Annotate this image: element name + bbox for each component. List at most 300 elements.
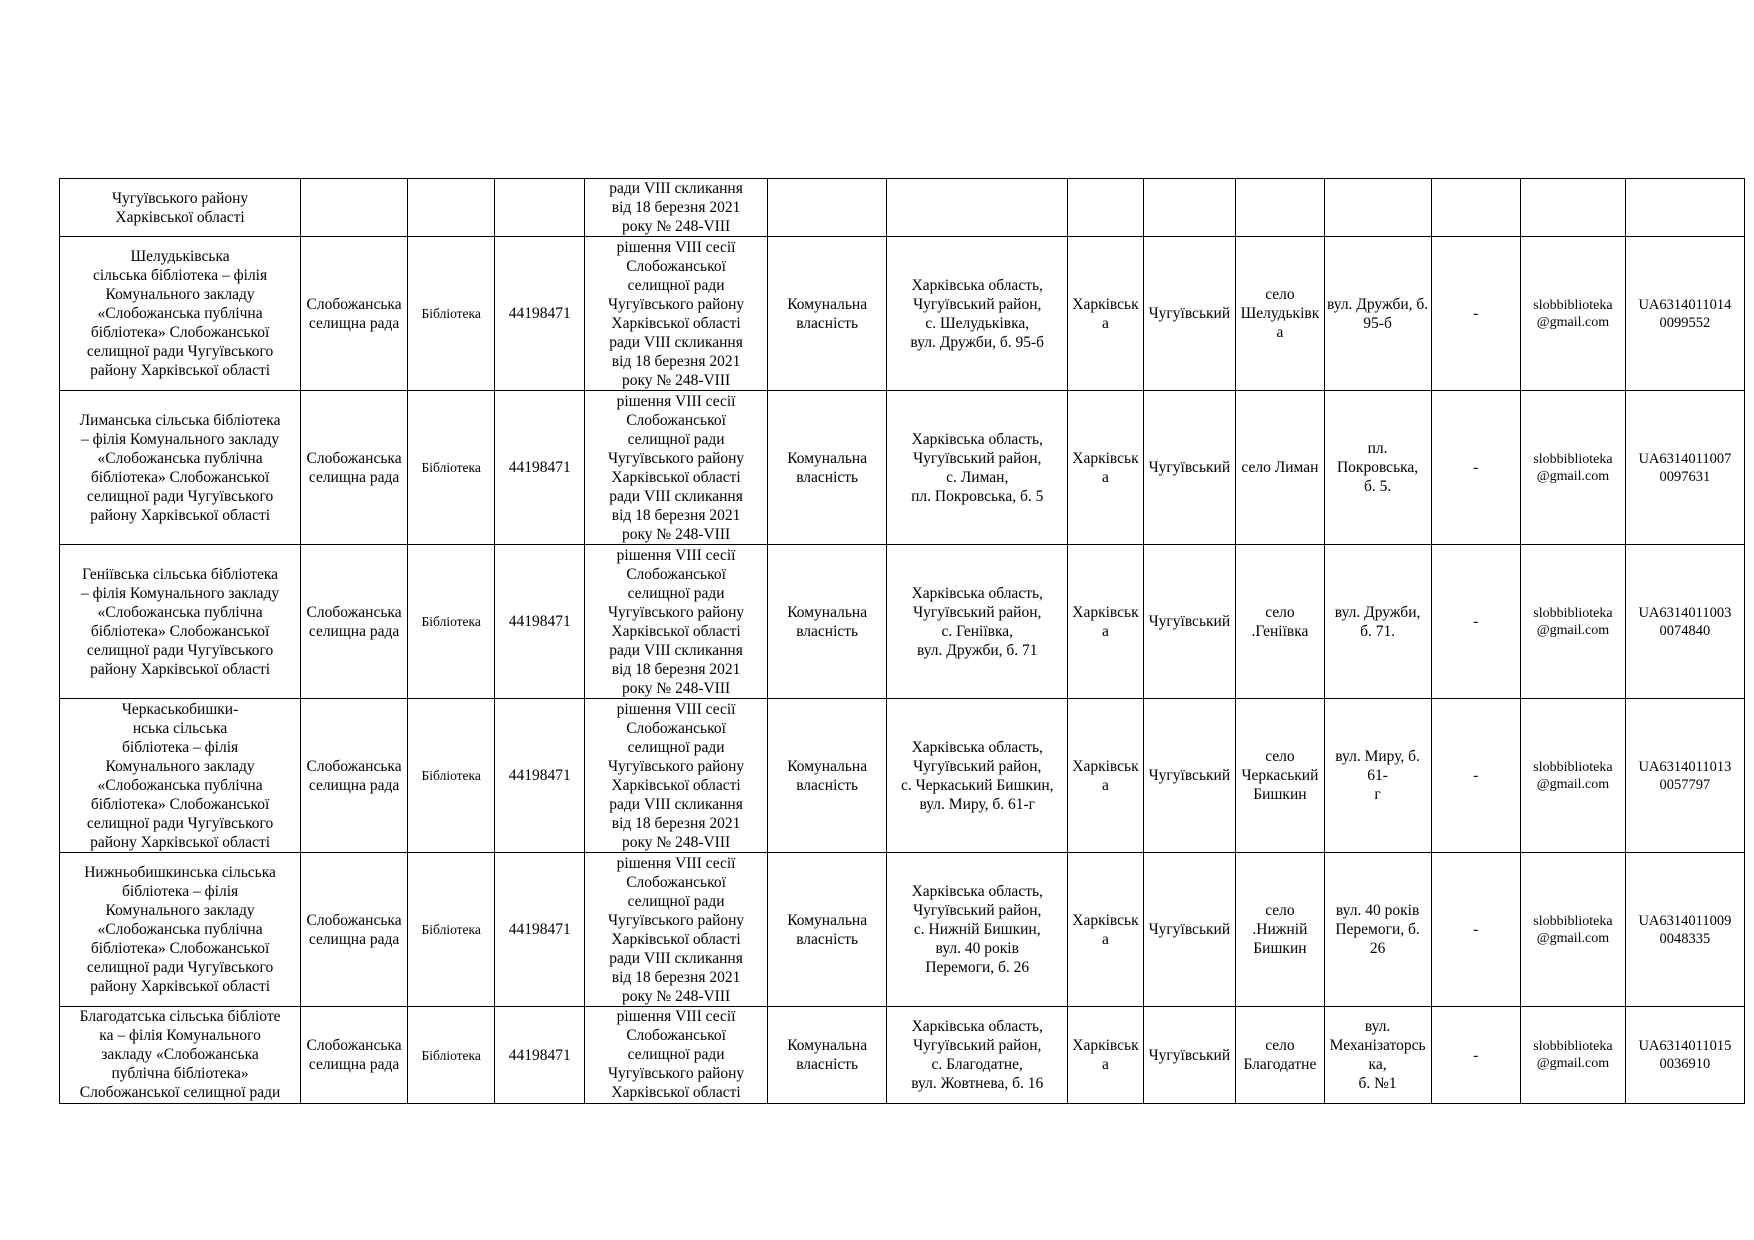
address-line: с. Шелудьківка, [925, 314, 1030, 332]
address-line: Харківська область, [911, 1018, 1043, 1035]
decision-line: ради VIII скликання [609, 180, 743, 197]
ownership-line: власність [796, 468, 859, 486]
cell-district [1143, 545, 1236, 699]
name-line: Слобожанської селищної ради [79, 1084, 281, 1101]
cell-district [1143, 1007, 1236, 1104]
katottg-line: 0074840 [1659, 622, 1711, 639]
settlement-line: село .Геніївка [1251, 603, 1309, 640]
cell-clip [62, 1007, 298, 1103]
decision-line: від 18 березня 2021 [611, 660, 741, 678]
cell-library-name [60, 237, 301, 391]
cell-type [407, 853, 495, 1007]
code-text: 44198471 [508, 305, 571, 322]
address-line: вул. 40 років [935, 940, 1019, 957]
settlement-line: село [1265, 1037, 1295, 1054]
name-line: бібліотека – філія [122, 883, 239, 900]
address-line: вул. Жовтнева, б. 16 [911, 1075, 1044, 1092]
name-line: району Харківської області [90, 362, 271, 379]
decision-line: року № 248-VIII [621, 679, 731, 697]
cell-dash [1431, 699, 1521, 853]
cell-library-name [60, 545, 301, 699]
cell-empty [301, 179, 408, 237]
founder-line: селищна рада [308, 314, 400, 332]
street-line: Перемоги, б. 26 [1335, 921, 1420, 957]
cell-email [1521, 1007, 1626, 1104]
founder-line: Слобожанська [306, 603, 402, 621]
name-line: Нижньобишкинська сільська [84, 864, 276, 881]
cell-empty [1521, 179, 1626, 237]
name-line: «Слобожанська публічна [97, 921, 263, 938]
cell-email [1521, 237, 1626, 391]
name-line: ка – філія Комунального [99, 1027, 261, 1044]
cell-katottg [1625, 699, 1744, 853]
address-line: Чугуївський район, [913, 449, 1042, 467]
cell-settlement [1236, 1007, 1325, 1104]
cell-empty [1625, 179, 1744, 237]
cell-decision [585, 391, 768, 545]
cell-clip [1146, 1007, 1234, 1103]
dash-text: - [1473, 613, 1479, 630]
name-line: району Харківської області [90, 978, 271, 995]
decision-line: року № 248-VIII [621, 371, 731, 389]
cell-dash [1431, 545, 1521, 699]
decision-line: Харківської області [611, 314, 741, 332]
katottg-line: UA6314011009 [1638, 912, 1732, 929]
cell-clip [303, 1007, 405, 1103]
name-line: селищної ради Чугуївського [86, 487, 274, 505]
cell-dash [1431, 853, 1521, 1007]
email-line: slobbiblioteka [1533, 297, 1613, 313]
founder-line: селищна рада [308, 622, 400, 640]
decision-line: Чугуївського району [607, 1065, 745, 1082]
founder-line: селищна рада [308, 776, 400, 794]
cell-type [407, 545, 495, 699]
cell-katottg [1625, 853, 1744, 1007]
cell-clip [770, 1007, 884, 1103]
address-line: с. Черкаський Бишкин, [900, 776, 1054, 794]
name-line: бібліотека» Слобожанської [90, 324, 270, 341]
name-line: селищної ради Чугуївського [86, 814, 274, 832]
name-line: Шелудьківська [130, 248, 230, 265]
street-line: вул. Дружби, б. [1326, 295, 1429, 313]
cell-email [1521, 699, 1626, 853]
street-line: г [1374, 786, 1381, 803]
table-row [60, 1007, 1745, 1104]
email-line: @gmail.com [1536, 468, 1610, 484]
cell-decision [585, 1007, 768, 1104]
cell-ownership [768, 1007, 887, 1104]
name-line: бібліотека» Слобожанської [90, 940, 270, 957]
founder-line: селищна рада [308, 1056, 400, 1073]
decision-line: ради VIII скликання [609, 949, 743, 967]
founder-line: селищна рада [308, 468, 400, 486]
name-line: Харківської області [115, 208, 245, 226]
cell-clip [1434, 1007, 1519, 1103]
cell-code [495, 237, 585, 391]
region-text: Харківська [1072, 757, 1139, 794]
decision-line: рішення VIII сесії [616, 392, 736, 410]
address-line: с. Лиман, [946, 468, 1009, 486]
name-line: Черкаськобишки- [121, 700, 239, 718]
cell-code [495, 699, 585, 853]
district-text: Чугуївський [1148, 921, 1231, 938]
decision-line: від 18 березня 2021 [611, 968, 741, 986]
region-text: Харківська [1072, 449, 1139, 486]
name-line: району Харківської області [90, 833, 271, 851]
type-text: Бібліотека [421, 768, 481, 783]
ownership-line: Комунальна [787, 449, 868, 467]
cell-dash [1431, 1007, 1521, 1104]
address-line: вул. Дружби, б. 95-б [910, 333, 1045, 351]
email-line: @gmail.com [1536, 622, 1610, 638]
type-text: Бібліотека [421, 460, 481, 475]
address-line: Харківська область, [911, 276, 1043, 294]
katottg-line: 0099552 [1659, 314, 1711, 331]
cell-library-name [60, 853, 301, 1007]
decision-line: ради VIII скликання [609, 641, 743, 659]
address-line: Харківська область, [911, 584, 1043, 602]
settlement-line: Шелудьківка [1240, 305, 1320, 341]
katottg-line: UA6314011003 [1638, 604, 1732, 621]
cell-empty [1143, 179, 1236, 237]
email-line: slobbiblioteka [1533, 1039, 1613, 1054]
name-line: «Слобожанська публічна [97, 603, 263, 621]
cell-settlement [1236, 699, 1325, 853]
katottg-line: 0048335 [1659, 930, 1711, 947]
name-line: району Харківської області [90, 660, 271, 678]
region-text: Харківська [1072, 911, 1139, 948]
ownership-line: власність [796, 930, 859, 948]
ownership-line: власність [796, 776, 859, 794]
table-row [60, 699, 1745, 853]
table-row [60, 237, 1745, 391]
cell-email [1521, 853, 1626, 1007]
name-line: Геніївська сільська бібліотека [82, 565, 279, 583]
cell-ownership [768, 391, 887, 545]
decision-line: Харківської області [611, 930, 741, 948]
cell-district [1143, 853, 1236, 1007]
katottg-line: 0036910 [1659, 1056, 1711, 1072]
name-line: Лиманська сільська бібліотека [79, 411, 281, 429]
cell-katottg [1625, 391, 1744, 545]
street-line: вул. [1364, 1018, 1391, 1035]
street-line: вул. Дружби, [1334, 603, 1421, 621]
cell-clip [1628, 1007, 1742, 1103]
email-line: @gmail.com [1536, 776, 1610, 792]
settlement-line: Бишкин [1253, 786, 1307, 803]
name-line: бібліотека – філія [122, 738, 239, 756]
ownership-line: власність [796, 314, 859, 332]
district-text: Чугуївський [1148, 459, 1231, 476]
ownership-line: Комунальна [787, 1037, 868, 1054]
name-line: Комунального закладу [105, 757, 255, 775]
cell-empty [1068, 179, 1143, 237]
founder-line: селищна рада [308, 930, 400, 948]
decision-line: рішення VIII сесії [616, 700, 736, 718]
name-line: «Слобожанська публічна [97, 305, 263, 322]
cell-clip [1523, 1007, 1623, 1103]
katottg-line: UA6314011014 [1638, 296, 1732, 313]
email-line: @gmail.com [1536, 1056, 1610, 1071]
founder-line: Слобожанська [306, 911, 402, 929]
name-line: – філія Комунального закладу [81, 584, 280, 602]
decision-line: селищної ради [627, 892, 725, 910]
cell-street [1324, 237, 1431, 391]
cell-district [1143, 391, 1236, 545]
cell-library-name [60, 1007, 301, 1104]
cell-clip [1327, 1007, 1429, 1103]
cell-region [1068, 545, 1143, 699]
cell-library-name [60, 699, 301, 853]
cell-katottg [1625, 545, 1744, 699]
name-line: публічна бібліотека» [111, 1065, 249, 1082]
cell-dash [1431, 391, 1521, 545]
district-text: Чугуївський [1148, 1046, 1231, 1064]
decision-line: від 18 березня 2021 [611, 199, 741, 216]
table-row [60, 545, 1745, 699]
street-line: вул. Миру, б. 61- [1335, 748, 1420, 784]
cell-clip [1238, 1007, 1322, 1103]
decision-line: Харківської області [611, 1084, 741, 1101]
cell-empty [407, 179, 495, 237]
code-text: 44198471 [508, 459, 571, 476]
name-line: бібліотека» Слобожанської [90, 468, 270, 486]
settlement-line: село Лиман [1241, 459, 1319, 476]
founder-line: Слобожанська [306, 1037, 402, 1054]
name-line: нська сільська [132, 719, 228, 737]
address-line: Харківська область, [911, 430, 1043, 448]
street-line: б. 5. [1363, 478, 1392, 495]
name-line: селищної ради Чугуївського [86, 641, 274, 659]
dash-text: - [1473, 921, 1479, 938]
cell-katottg [1625, 1007, 1744, 1104]
cell-address [887, 853, 1068, 1007]
cell-settlement [1236, 391, 1325, 545]
ownership-line: власність [796, 622, 859, 640]
decision-line: року № 248-VIII [621, 218, 731, 235]
cell-empty [1324, 179, 1431, 237]
address-line: с. Геніївка, [941, 622, 1014, 640]
katottg-line: 0097631 [1659, 468, 1711, 485]
name-line: Комунального закладу [105, 902, 255, 919]
decision-line: Слобожанської [626, 873, 726, 891]
email-line: slobbiblioteka [1533, 759, 1613, 775]
decision-line: ради VIII скликання [609, 795, 743, 813]
cell-clip [889, 1007, 1065, 1103]
cell-type [407, 1007, 495, 1104]
ownership-line: Комунальна [787, 757, 868, 775]
cell-address [887, 237, 1068, 391]
name-line: бібліотека» Слобожанської [90, 622, 270, 640]
decision-line: Слобожанської [626, 719, 726, 737]
cell-address [887, 391, 1068, 545]
cell-clip [1070, 1007, 1140, 1103]
cell-ownership [768, 699, 887, 853]
cell-district [1143, 699, 1236, 853]
decision-line: року № 248-VIII [621, 833, 731, 851]
cell-library-name [60, 391, 301, 545]
cell-decision [585, 237, 768, 391]
email-line: slobbiblioteka [1533, 605, 1613, 621]
cell-name-tail [60, 179, 301, 237]
decision-line: ради VIII скликання [609, 333, 743, 351]
cell-decision [585, 545, 768, 699]
type-text: Бібліотека [421, 614, 481, 629]
katottg-line: UA6314011013 [1638, 758, 1732, 775]
cell-settlement [1236, 853, 1325, 1007]
name-line: Комунального закладу [105, 286, 255, 303]
cell-decision-tail [585, 179, 768, 237]
cell-region [1068, 853, 1143, 1007]
cell-type [407, 391, 495, 545]
type-text: Бібліотека [421, 922, 481, 937]
name-line: бібліотека» Слобожанської [90, 795, 270, 813]
cell-settlement [1236, 237, 1325, 391]
address-line: Харківська область, [911, 883, 1043, 900]
address-line: пл. Покровська, б. 5 [911, 487, 1044, 505]
cell-dash [1431, 237, 1521, 391]
settlement-line: Бишкин [1253, 940, 1307, 957]
cell-address [887, 1007, 1068, 1104]
katottg-line: UA6314011015 [1638, 1038, 1732, 1054]
cell-founder [301, 391, 408, 545]
email-line: @gmail.com [1536, 314, 1610, 330]
cell-katottg [1625, 237, 1744, 391]
decision-line: Харківської області [611, 468, 741, 486]
cell-type [407, 699, 495, 853]
dash-text: - [1473, 459, 1479, 476]
decision-line: від 18 березня 2021 [611, 814, 741, 832]
address-line: с. Благодатне, [931, 1056, 1023, 1073]
dash-text: - [1473, 1046, 1479, 1064]
cell-clip [410, 1007, 493, 1103]
cell-email [1521, 391, 1626, 545]
name-line: – філія Комунального закладу [81, 430, 280, 448]
cell-founder [301, 545, 408, 699]
decision-line: Харківської області [611, 622, 741, 640]
address-line: Чугуївський район, [913, 902, 1042, 919]
decision-line: Слобожанської [626, 257, 726, 275]
cell-empty [887, 179, 1068, 237]
name-line: «Слобожанська публічна [97, 449, 263, 467]
decision-line: селищної ради [627, 430, 725, 448]
settlement-line: Черкаський [1241, 767, 1319, 784]
cell-street [1324, 853, 1431, 1007]
name-line: селищної ради Чугуївського [86, 959, 274, 976]
cell-street [1324, 545, 1431, 699]
address-line: Чугуївський район, [913, 603, 1042, 621]
cell-code [495, 545, 585, 699]
library-registry-table [59, 178, 1745, 1104]
cell-founder [301, 1007, 408, 1104]
decision-line: рішення VIII сесії [616, 1008, 736, 1025]
cell-clip [587, 1007, 765, 1103]
cell-ownership [768, 237, 887, 391]
decision-line: Харківської області [611, 776, 741, 794]
cell-empty [1236, 179, 1325, 237]
cell-street [1324, 699, 1431, 853]
founder-line: Слобожанська [306, 757, 402, 775]
settlement-line: Благодатне [1243, 1056, 1317, 1073]
region-text: Харківська [1072, 295, 1139, 332]
cell-founder [301, 853, 408, 1007]
code-text: 44198471 [508, 1046, 571, 1064]
decision-line: Чугуївського району [607, 295, 745, 313]
decision-line: рішення VIII сесії [616, 854, 736, 872]
street-line: Механізаторська, [1329, 1037, 1426, 1073]
cell-region [1068, 391, 1143, 545]
region-text: Харківська [1072, 603, 1139, 640]
decision-line: року № 248-VIII [621, 525, 731, 543]
type-text: Бібліотека [421, 306, 481, 321]
founder-line: Слобожанська [306, 295, 402, 313]
decision-line: Слобожанської [626, 411, 726, 429]
decision-line: селищної ради [627, 584, 725, 602]
address-line: Перемоги, б. 26 [925, 959, 1030, 976]
decision-line: селищної ради [627, 1046, 725, 1063]
district-text: Чугуївський [1148, 767, 1231, 784]
name-line: «Слобожанська публічна [97, 776, 263, 794]
name-line: закладу «Слобожанська [101, 1046, 259, 1063]
cell-code [495, 853, 585, 1007]
decision-line: від 18 березня 2021 [611, 506, 741, 524]
cell-type [407, 237, 495, 391]
type-text: Бібліотека [421, 1047, 481, 1063]
address-line: Чугуївський район, [913, 757, 1042, 775]
address-line: вул. Дружби, б. 71 [916, 641, 1038, 659]
decision-line: від 18 березня 2021 [611, 352, 741, 370]
region-text: Харківська [1072, 1037, 1139, 1073]
cell-street [1324, 1007, 1431, 1104]
cell-empty [1431, 179, 1521, 237]
decision-line: рішення VIII сесії [616, 238, 736, 256]
table-row [60, 853, 1745, 1007]
street-line: б. №1 [1358, 1075, 1397, 1092]
decision-line: Чугуївського району [607, 603, 745, 621]
settlement-line: село [1265, 748, 1295, 765]
name-line: сільська бібліотека – філія [93, 267, 268, 284]
katottg-line: 0057797 [1659, 776, 1711, 793]
street-line: 95-б [1363, 314, 1392, 332]
cell-district [1143, 237, 1236, 391]
cell-founder [301, 699, 408, 853]
district-text: Чугуївський [1148, 305, 1231, 322]
cell-empty [768, 179, 887, 237]
street-line: вул. 40 років [1335, 902, 1420, 919]
decision-line: Слобожанської [626, 565, 726, 583]
ownership-line: Комунальна [787, 911, 868, 929]
name-line: району Харківської області [90, 506, 271, 524]
decision-line: ради VIII скликання [609, 487, 743, 505]
decision-line: Слобожанської [626, 1027, 726, 1044]
decision-line: Чугуївського району [607, 911, 745, 929]
cell-code [495, 1007, 585, 1104]
ownership-line: власність [796, 1056, 859, 1073]
table-row [60, 391, 1745, 545]
founder-line: Слобожанська [306, 449, 402, 467]
cell-code [495, 391, 585, 545]
cell-region [1068, 1007, 1143, 1104]
settlement-line: село .Нижній [1252, 902, 1308, 938]
email-line: slobbiblioteka [1533, 913, 1613, 929]
decision-line: Чугуївського району [607, 449, 745, 467]
district-text: Чугуївський [1148, 613, 1231, 630]
email-line: slobbiblioteka [1533, 451, 1613, 467]
dash-text: - [1473, 305, 1479, 322]
decision-line: рішення VIII сесії [616, 546, 736, 564]
cell-ownership [768, 545, 887, 699]
ownership-line: Комунальна [787, 603, 868, 621]
